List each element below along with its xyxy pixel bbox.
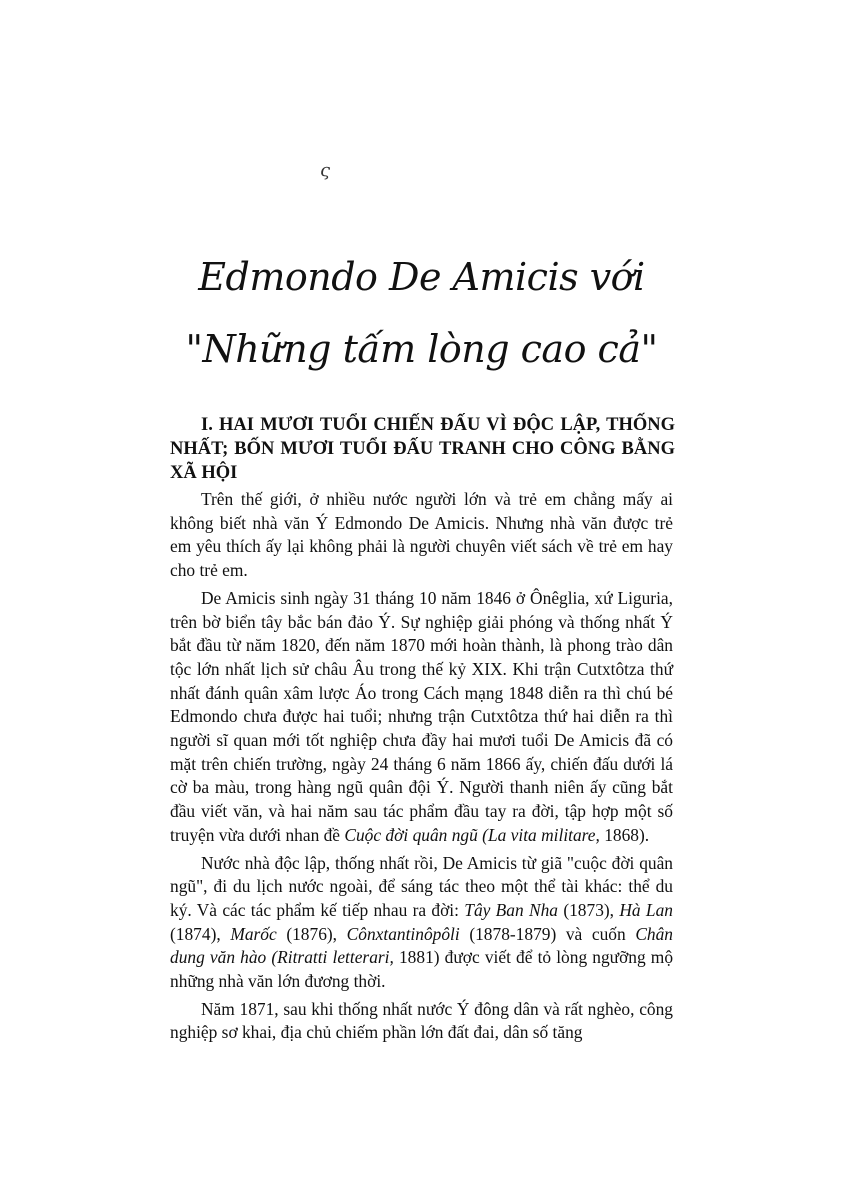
paragraph-3-part: (1873),	[558, 899, 620, 920]
paragraph-3-part: (1878-1879) và cuốn	[459, 923, 636, 944]
paragraph-2-text: De Amicis sinh ngày 31 tháng 10 năm 1846 ở Ônêglia, xứ Liguria, trên bờ biển tây bắc bán đảo Ý. Sự nghiệp giải phóng và thống nhất Ý bắt đầu từ năm 1820, đến năm 1870 mới hoàn thành, là phong trào dân tộc lớn nhất lịch sử châu Âu trong thế kỷ XIX. Khi trận Cutxtôtza thứ nhất đánh quân xâm lược Áo trong Cách mạng 1848 diễn ra thì chú bé Edmondo chưa được hai tuổi; nhưng trận Cutxtôtza thứ hai diễn ra thì người sĩ quan mới tốt nghiệp chưa đầy hai mươi tuổi De Amicis đã có mặt trên chiến trường, ngày 24 tháng 6 năm 1866 ấy, chiến đấu dưới lá cờ ba màu, trong hàng ngũ quân đội Ý. Người thanh niên ấy cũng bắt đầu viết văn, và hai năm sau tác phẩm đầu tay ra đời, tập hợp một số truyện vừa dưới nhan đề	[170, 587, 673, 845]
paragraph-3-part: (1876),	[276, 923, 347, 944]
work-title: Chân dung văn hào (Ritratti letterari,	[170, 923, 673, 968]
paragraph-1: Trên thế giới, ở nhiều nước người lớn và trẻ em chẳng mấy ai không biết nhà văn Ý Edmondo De Amicis. Nhưng nhà văn được trẻ em yêu thích ấy lại không phải là người chuyên viết sách về trẻ em hay cho trẻ em.	[170, 489, 673, 581]
chapter-title-line-2: "Những tấm lòng cao cả"	[185, 327, 658, 371]
paragraph-4: Năm 1871, sau khi thống nhất nước Ý đông dân và rất nghèo, công nghiệp sơ khai, địa chủ chiếm phần lớn đất đai, dân số tăng	[170, 998, 673, 1043]
work-title-original: (La vita militare,	[482, 824, 600, 845]
section-heading: I. HAI MƯƠI TUỔI CHIẾN ĐẤU VÌ ĐỘC LẬP, THỐNG NHẤT; BỐN MƯƠI TUỔI ĐẤU TRANH CHO CÔNG BẰNG XÃ HỘI	[170, 415, 675, 483]
paragraph-3	[170, 852, 673, 994]
paragraph-2	[170, 587, 673, 848]
work-title: Marốc	[230, 923, 277, 944]
paragraph-2-tail: 1868).	[599, 824, 650, 845]
work-title: Cônxtantinôpôli	[346, 923, 460, 944]
work-title: Hà Lan	[619, 899, 673, 920]
page-ornament: ς	[320, 160, 331, 181]
paragraph-3-part: 1881) được viết để tỏ lòng ngưỡng mộ những nhà văn lớn đương thời.	[170, 947, 674, 992]
paragraph-3-part: Nước nhà độc lập, thống nhất rồi, De Amicis từ giã "cuộc đời quân ngũ", đi du lịch nước ngoài, để sáng tác theo một thể tài khác: thể du ký. Và các tác phẩm kế tiếp nhau ra đời:	[170, 852, 673, 920]
body-text	[170, 488, 673, 1049]
chapter-title-line-1: Edmondo De Amicis với	[198, 255, 645, 299]
work-title: Tây Ban Nha	[464, 899, 558, 920]
work-title-vi: Cuộc đời quân ngũ	[344, 824, 478, 845]
paragraph-3-part: (1874),	[170, 923, 231, 944]
